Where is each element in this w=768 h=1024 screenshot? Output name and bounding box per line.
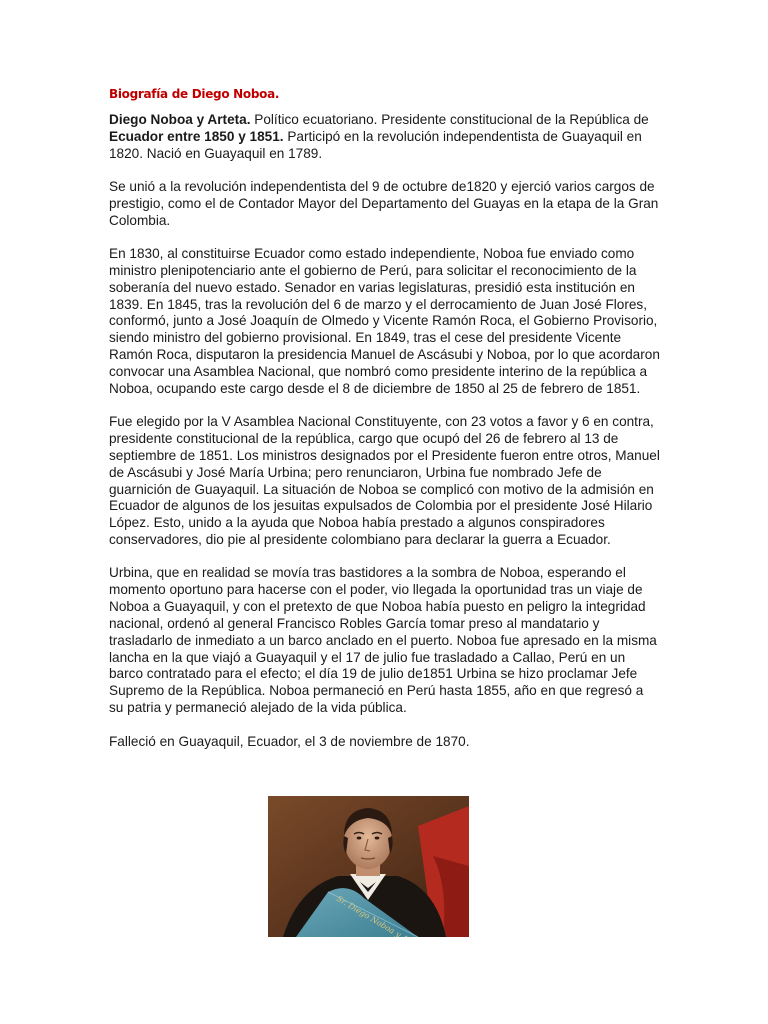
intro-text-a: Político ecuatoriano. Presidente constitucional de la República de [250,112,649,127]
intro-text-b: Participó en la revolución independentista de Guayaquil en 1820. Nació en Guayaquil en 1789. [109,128,642,161]
paragraph-political-career: En 1830, al constituirse Ecuador como estado independiente, Noboa fue enviado como ministro plenipotenciario ante el gobierno de Perú, para solicitar el reconocimiento de la soberanía del nuevo estado. Senador en varias legislaturas, presidió esta institución en 1839. En 1845, tras la revolución del 6 de marzo y el derrocamiento de Juan José Flores, conformó, junto a José Joaquín de Olmedo y Vicente Ramón Roca, el Gobierno Provisorio, siendo ministro del gobierno provisional. En 1849, tras el cese del presidente Vicente Ramón Roca, disputaron la presidencia Manuel de Ascásubi y Noboa, por lo que acordaron convocar una Asamblea Nacional, que nombró como presidente interino de la república a Noboa, ocupando este cargo desde el 8 de diciembre de 1850 al 25 de febrero de 1851. [109,246,660,396]
sash-lettering: Sr. Diego Noboa y [334,893,403,937]
subject-name: Diego Noboa y Arteta. [109,112,251,127]
portrait-image [268,796,469,937]
document-title: Biografía de Diego Noboa. [109,87,280,101]
term-years: Ecuador entre 1850 y 1851. [109,128,284,144]
paragraph-overthrow: Urbina, que en realidad se movía tras bastidores a la sombra de Noboa, esperando el momento oportuno para hacerse con el poder, vio llegada la oportunidad tras un viaje de Noboa a Guayaquil, y con el pretexto de que Noboa había puesto en peligro la integridad nacional, ordenó al general Francisco Robles García tomar preso al mandatario y trasladarlo de inmediato a un barco anclado en el puerto. Noboa fue apresado en la misma lancha en la que viajó a Guayaquil y el 17 de julio fue trasladado a Callao, Perú en un barco contratado para el efecto; el día 19 de julio de1851 Urbina se hizo proclamar Jefe Supremo de la República. Noboa permaneció en Perú hasta 1855, año en que regresó a su patria y permaneció alejado de la vida pública. [109,565,657,716]
paragraph-presidency: Fue elegido por la V Asamblea Nacional Constituyente, con 23 votos a favor y 6 en contra, presidente constitucional de la república, cargo que ocupó del 26 de febrero al 13 de septiembre de 1851. Los ministros designados por el Presidente fueron entre otros, Manuel de Ascásubi y José María Urbina; pero renunciaron, Urbina fue nombrado Jefe de guarnición de Guayaquil. La situación de Noboa se complicó con motivo de la admisión en Ecuador de algunos de los jesuitas expulsados de Colombia por el presidente José Hilario López. Esto, unido a la ayuda que Noboa había prestado a algunos conspiradores conservadores, dio pie al presidente colombiano para declarar la guerra a Ecuador. [109,414,660,548]
paragraph-death: Falleció en Guayaquil, Ecuador, el 3 de noviembre de 1870. [109,733,470,749]
paragraph-early-career: Se unió a la revolución independentista del 9 de octubre de1820 y ejerció varios cargos de prestigio, como el de Contador Mayor del Departamento del Guayas en la etapa de la Gran Colombia. [109,179,659,228]
document-body [109,112,661,750]
paragraph-intro [109,112,661,163]
